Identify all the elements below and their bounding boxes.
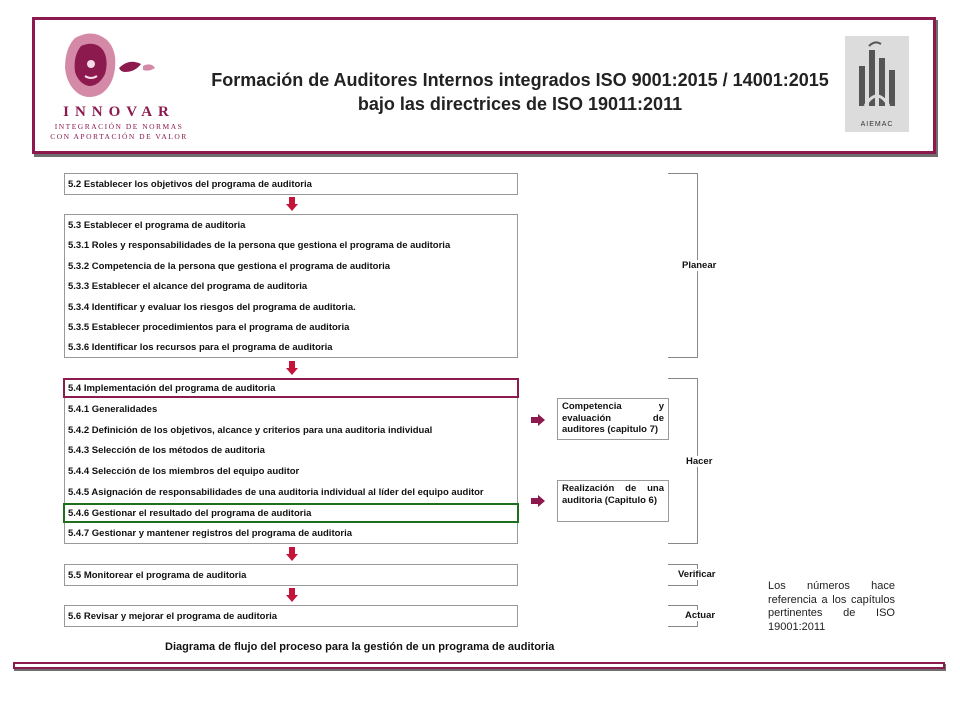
step-5-4-3: 5.4.3 Selección de los métodos de auditoria	[68, 445, 265, 456]
brand-name: INNOVAR	[63, 104, 175, 120]
step-5-3-6: 5.3.6 Identificar los recursos para el programa de auditoria	[68, 342, 333, 353]
aiemac-logo	[845, 36, 909, 132]
down-arrow-icon	[286, 547, 298, 561]
aiemac-label: AIEMAC	[860, 121, 894, 128]
diagram-caption: Diagrama de flujo del proceso para la gestión de un programa de auditoria	[165, 641, 555, 653]
step-5-4-4: 5.4.4 Selección de los miembros del equipo auditor	[68, 466, 300, 477]
factory-icon	[845, 36, 909, 116]
reference-note: Los números hace referencia a los capítulos pertinentes de ISO 19001:2011	[768, 580, 895, 633]
step-5-5: 5.5 Monitorear el programa de auditoria	[68, 570, 247, 581]
down-arrow-icon	[286, 588, 298, 602]
step-5-3-3: 5.3.3 Establecer el alcance del programa de auditoria	[68, 281, 308, 292]
phase-verificar: Verificar	[678, 569, 716, 580]
step-5-3-4: 5.3.4 Identificar y evaluar los riesgos del programa de auditoria.	[68, 302, 356, 313]
page-title: Formación de Auditores Internos integrados ISO 9001:2015 / 14001:2015 bajo las directrices de ISO 19011:2011	[211, 70, 829, 114]
step-5-4-5: 5.4.5 Asignación de responsabilidades de una auditoria individual al líder del equipo auditor	[68, 487, 484, 498]
right-arrow-icon	[531, 495, 545, 507]
header-banner	[32, 17, 936, 154]
brand-tagline-1: INTEGRACIÓN DE NORMAS	[54, 122, 184, 131]
phase-hacer: Hacer	[686, 456, 713, 467]
down-arrow-icon	[286, 361, 298, 375]
footer-divider	[13, 662, 945, 669]
step-5-4-2: 5.4.2 Definición de los objetivos, alcance y criterios para una auditoria individual	[68, 425, 433, 436]
step-5-3-1: 5.3.1 Roles y responsabilidades de la persona que gestiona el programa de auditoria	[68, 240, 451, 251]
step-5-4-6: 5.4.6 Gestionar el resultado del programa de auditoria	[68, 508, 312, 519]
step-5-6: 5.6 Revisar y mejorar el programa de auditoria	[68, 611, 278, 622]
side-box-realizacion: Realización de una auditoria (Capitulo 6)	[557, 480, 669, 522]
down-arrow-icon	[286, 197, 298, 211]
step-5-3: 5.3 Establecer el programa de auditoria	[68, 220, 246, 231]
brand-tagline-2: CON APORTACIÓN DE VALOR	[50, 132, 188, 141]
step-5-2: 5.2 Establecer los objetivos del programa de auditoria	[68, 179, 312, 190]
step-5-4: 5.4 Implementación del programa de auditoria	[68, 383, 276, 394]
step-5-4-1: 5.4.1 Generalidades	[68, 404, 158, 415]
step-5-3-2: 5.3.2 Competencia de la persona que gestiona el programa de auditoria	[68, 261, 391, 272]
step-5-3-5: 5.3.5 Establecer procedimientos para el programa de auditoria	[68, 322, 350, 333]
right-arrow-icon	[531, 414, 545, 426]
step-5-4-7: 5.4.7 Gestionar y mantener registros del programa de auditoria	[68, 528, 353, 539]
phase-actuar: Actuar	[685, 610, 716, 621]
phase-planear: Planear	[682, 260, 717, 271]
side-box-competencia: Competencia y evaluación de auditores (capitulo 7)	[557, 398, 669, 440]
